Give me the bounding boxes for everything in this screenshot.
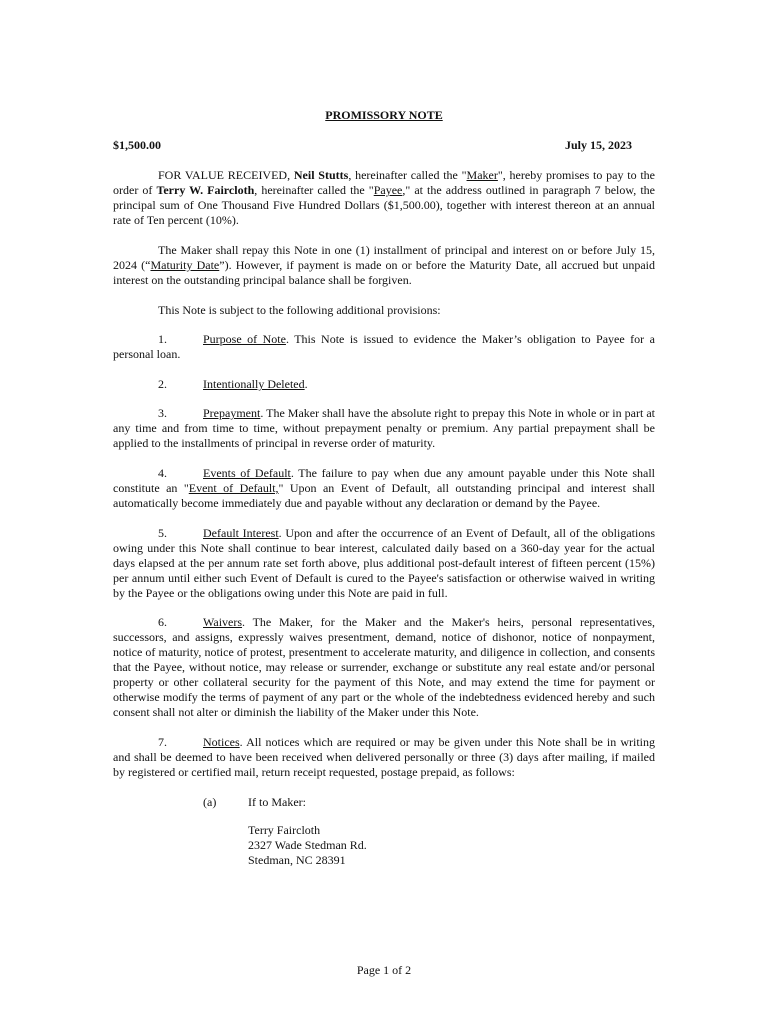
provision-heading: Notices [203, 735, 240, 749]
provision-heading: Default Interest [203, 526, 279, 540]
maker-name: Neil Stutts [293, 168, 349, 182]
maturity-date-term: Maturity Date [150, 258, 220, 272]
provision-6: 6. Waivers. The Maker, for the Maker and the Maker's heirs, personal representatives, successors, and assigns, expressly waives presentment, demand, notice of dishonor, notice of nonpayment, notice of maturity, notice of protest, presentment to accelerate maturity, and diligence in collection, and consents that the Payee, without notice, may release or surrender, exchange or substitute any real estate and/or personal property or other collateral security for the payment of this Note, and may extend the time for payment or otherwise modify the terms of payment of any part or the whole of the indebtedness evidenced hereby and such consent shall not alter or diminish the liability of the Maker under this Note. [113, 615, 655, 719]
provision-4: 4. Events of Default. The failure to pay when due any amount payable under this Note shall constitute an "Event of Default," Upon an Event of Default, all outstanding principal and interest shall automatically become immediately due and payable without any declaration or demand by the Payee. [113, 466, 656, 510]
address-name: Terry Faircloth [248, 823, 321, 837]
note-date: July 15, 2023 [565, 138, 633, 152]
provision-3: 3. Prepayment. The Maker shall have the absolute right to prepay this Note in whole or in part at any time and from time to time, without prepayment penalty or premium. Any partial prepayment shall be applied to the installments of principal in reverse order of maturity. [113, 406, 655, 450]
notice-a-heading: (a) If to Maker: [203, 795, 306, 809]
repayment-paragraph: The Maker shall repay this Note in one (1) installment of principal and interest on or before July 15, 2024 (“Maturity Date”). However, if payment is made on or before the Maturity Date, all accrued but unpaid interest on the outstanding principal balance shall be forgiven. [113, 243, 656, 287]
event-of-default-term: Event of Default, [188, 481, 279, 495]
maker-term: Maker [466, 168, 498, 182]
note-amount: $1,500.00 [113, 138, 161, 152]
provision-heading: Intentionally Deleted [203, 377, 305, 391]
maker-address [248, 823, 367, 868]
provision-2: 2. Intentionally Deleted. [158, 377, 308, 391]
provisions-intro: This Note is subject to the following additional provisions: [158, 303, 441, 317]
provision-1: 1. Purpose of Note. This Note is issued to evidence the Maker’s obligation to Payee for a personal loan. [113, 332, 655, 361]
provision-heading: Waivers [203, 615, 243, 629]
provision-5: 5. Default Interest. Upon and after the occurrence of an Event of Default, all of the obligations owing under this Note shall continue to bear interest, calculated daily based on a 360-day year for the actual days elapsed at the per annum rate set forth above, plus additional post-default interest of fifteen percent (15%) per annum until either such Event of Default is cured to the Payee's satisfaction or otherwise waived in writing by the Payee or the obligations owing under this Note are paid in full. [113, 526, 655, 600]
payee-term: Payee [373, 183, 403, 197]
payee-name: Terry W. Faircloth [156, 183, 255, 197]
address-street: 2327 Wade Stedman Rd. [248, 838, 367, 852]
intro-paragraph: FOR VALUE RECEIVED, Neil Stutts, hereinafter called the "Maker", hereby promises to pay to the order of Terry W. Faircloth, hereinafter called the "Payee," at the address outlined in paragraph 7 below, the principal sum of One Thousand Five Hundred Dollars ($1,500.00), together with interest thereon at an annual rate of Ten percent (10%). [113, 168, 656, 227]
provision-heading: Purpose of Note [203, 332, 286, 346]
provision-heading: Prepayment [203, 406, 261, 420]
provision-7: 7. Notices. All notices which are required or may be given under this Note shall be in writing and shall be deemed to have been received when delivered personally or three (3) days after mailing, if mailed by registered or certified mail, return receipt requested, postage prepaid, as follows: [113, 735, 655, 779]
provision-heading: Events of Default [203, 466, 291, 480]
page-number: Page 1 of 2 [356, 963, 412, 977]
address-city: Stedman, NC 28391 [248, 853, 346, 867]
document-title: PROMISSORY NOTE [325, 108, 443, 122]
